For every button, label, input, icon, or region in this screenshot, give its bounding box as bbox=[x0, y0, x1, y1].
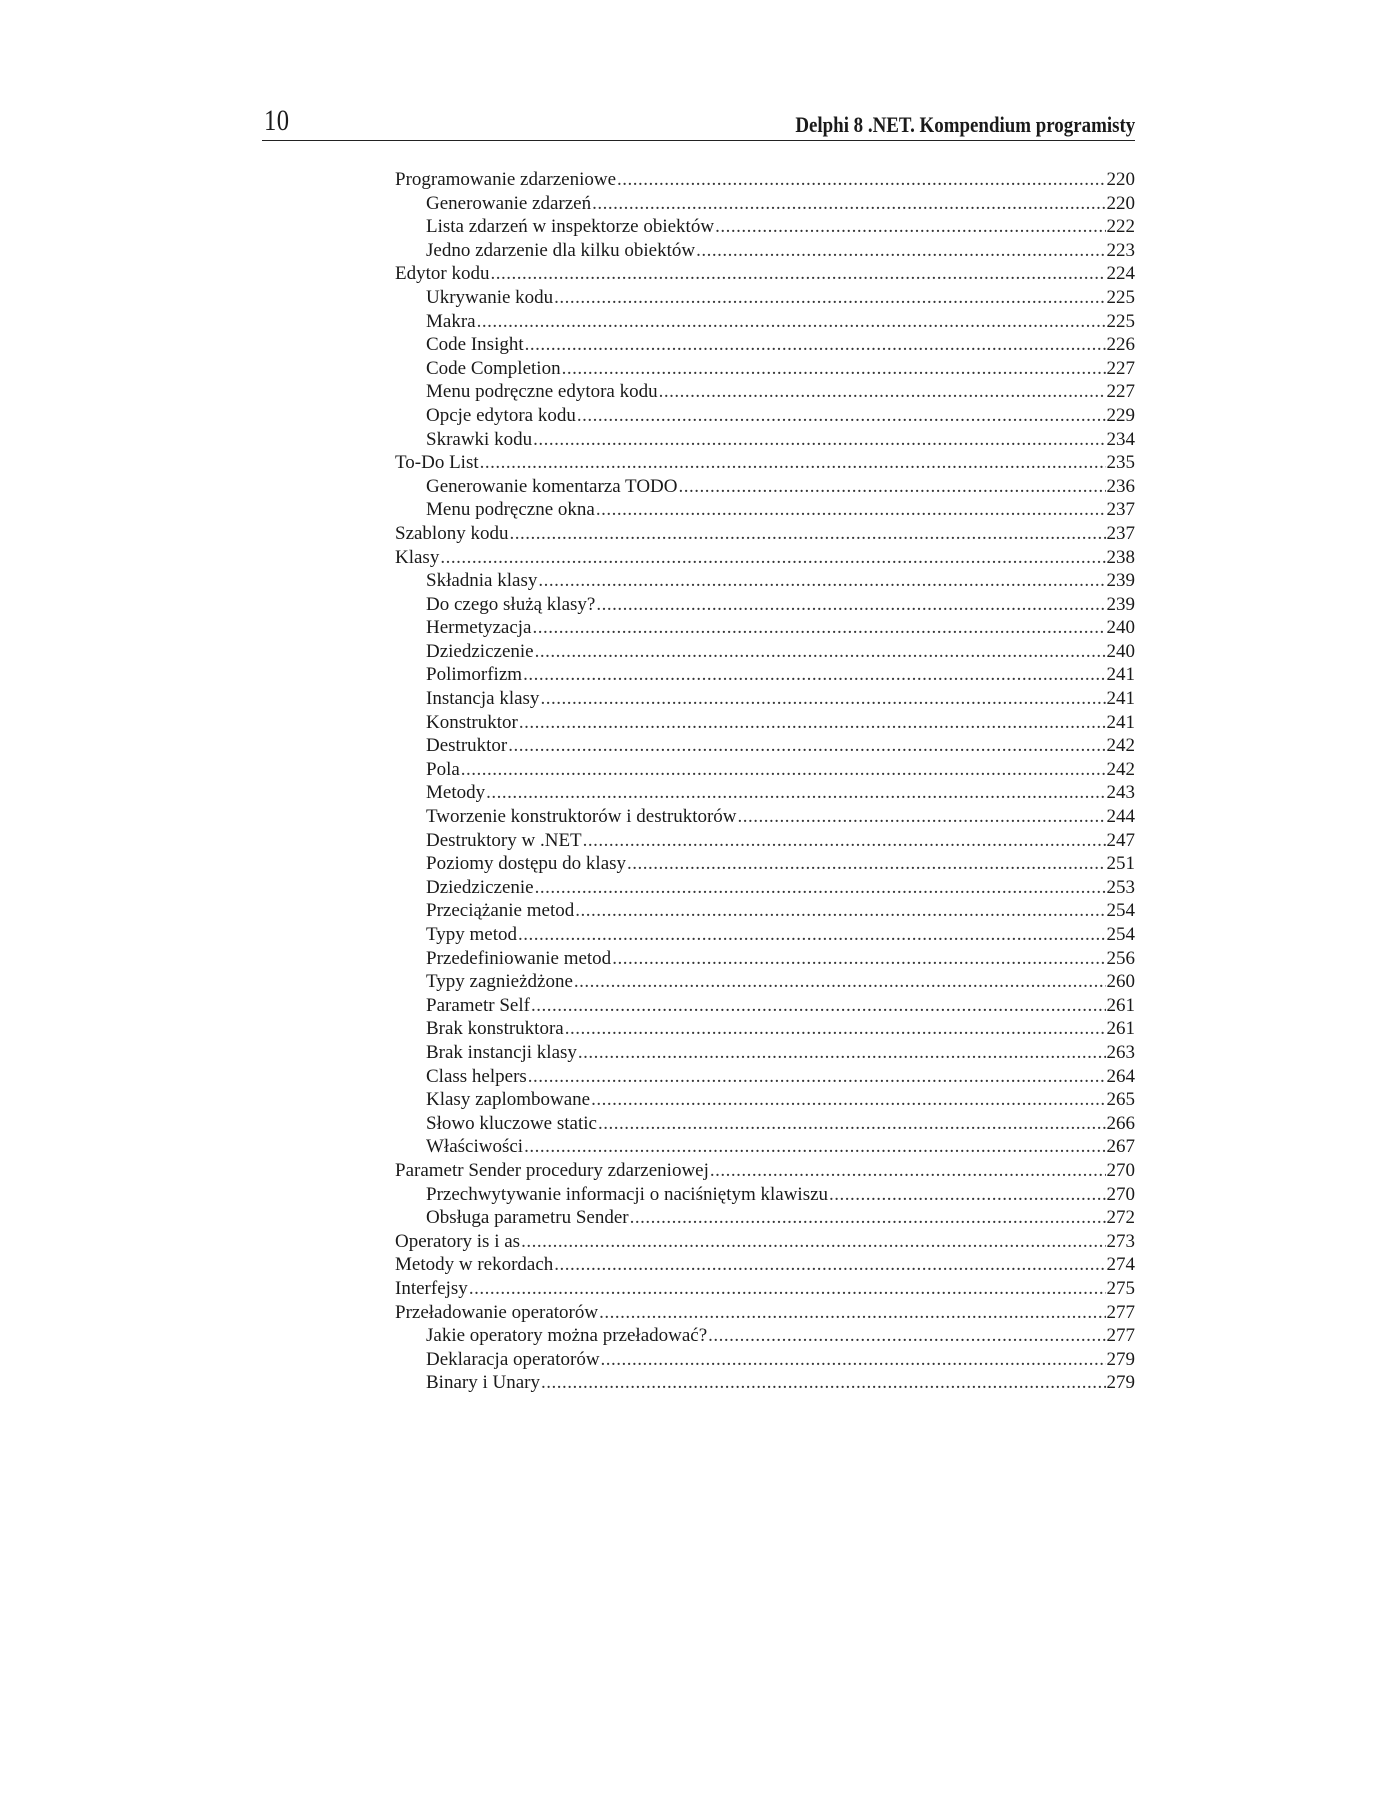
dot-leader bbox=[601, 1348, 1106, 1372]
toc-entry-title: Menu podręczne edytora kodu bbox=[426, 381, 658, 403]
toc-entry-page-number: 270 bbox=[1106, 1159, 1135, 1181]
dot-leader bbox=[532, 616, 1105, 640]
toc-entry-page-number: 237 bbox=[1106, 522, 1135, 544]
toc-entry-title: Skrawki kodu bbox=[426, 428, 533, 450]
toc-entry-title: Do czego służą klasy? bbox=[426, 593, 596, 615]
dot-leader bbox=[490, 262, 1105, 286]
dot-leader bbox=[696, 239, 1105, 263]
toc-entry-title: Szablony kodu bbox=[395, 522, 509, 544]
dot-leader bbox=[627, 852, 1105, 876]
toc-entry-page-number: 273 bbox=[1106, 1230, 1135, 1252]
toc-entry-title: Przechwytywanie informacji o naciśniętym klawiszu bbox=[426, 1183, 829, 1205]
toc-entry-page-number: 242 bbox=[1106, 735, 1135, 757]
toc-section-entry bbox=[395, 451, 1135, 475]
toc-entry-title: Programowanie zdarzeniowe bbox=[395, 169, 617, 190]
dot-leader bbox=[592, 192, 1105, 216]
toc-subsection-entry bbox=[395, 758, 1135, 782]
dot-leader bbox=[591, 1088, 1105, 1112]
dot-leader bbox=[598, 1112, 1106, 1136]
toc-subsection-entry bbox=[395, 805, 1135, 829]
dot-leader bbox=[480, 451, 1106, 475]
toc-subsection-entry bbox=[395, 380, 1135, 404]
toc-subsection-entry bbox=[395, 215, 1135, 239]
toc-entry-title: Pola bbox=[426, 758, 460, 780]
toc-entry-page-number: 243 bbox=[1106, 782, 1135, 804]
toc-entry-title: Generowanie zdarzeń bbox=[426, 192, 592, 214]
toc-entry-title: Słowo kluczowe static bbox=[426, 1112, 597, 1134]
toc-entry-title: Ukrywanie kodu bbox=[426, 286, 554, 308]
toc-subsection-entry bbox=[395, 428, 1135, 452]
toc-entry-page-number: 222 bbox=[1106, 216, 1135, 238]
toc-subsection-entry bbox=[395, 333, 1135, 357]
toc-entry-page-number: 267 bbox=[1106, 1136, 1135, 1158]
toc-entry-title: Jedno zdarzenie dla kilku obiektów bbox=[426, 239, 696, 261]
toc-subsection-entry bbox=[395, 781, 1135, 805]
toc-subsection-entry bbox=[395, 593, 1135, 617]
toc-entry-page-number: 266 bbox=[1106, 1112, 1135, 1134]
toc-entry-title: Menu podręczne okna bbox=[426, 499, 595, 521]
toc-entry-title: Parametr Self bbox=[426, 994, 530, 1016]
dot-leader bbox=[565, 1017, 1106, 1041]
dot-leader bbox=[477, 310, 1106, 334]
dot-leader bbox=[630, 1206, 1106, 1230]
toc-entry-page-number: 256 bbox=[1106, 947, 1135, 969]
toc-entry-title: Instancja klasy bbox=[426, 688, 540, 710]
dot-leader bbox=[518, 923, 1105, 947]
toc-entry-page-number: 224 bbox=[1106, 263, 1135, 285]
dot-leader bbox=[521, 1230, 1105, 1254]
toc-subsection-entry bbox=[395, 852, 1135, 876]
dot-leader bbox=[708, 1324, 1105, 1348]
toc-subsection-entry bbox=[395, 663, 1135, 687]
running-title: Delphi 8 .NET. Kompendium programisty bbox=[795, 112, 1135, 137]
dot-leader bbox=[738, 805, 1106, 829]
toc-subsection-entry bbox=[395, 404, 1135, 428]
toc-entry-page-number: 274 bbox=[1106, 1254, 1135, 1276]
dot-leader bbox=[554, 1253, 1105, 1277]
dot-leader bbox=[523, 663, 1105, 687]
dot-leader bbox=[829, 1183, 1105, 1207]
toc-entry-title: Typy zagnieżdżone bbox=[426, 971, 573, 993]
dot-leader bbox=[596, 593, 1105, 617]
toc-subsection-entry bbox=[395, 1348, 1135, 1372]
toc-entry-page-number: 238 bbox=[1106, 546, 1135, 568]
toc-section-entry bbox=[395, 522, 1135, 546]
toc-entry-title: Class helpers bbox=[426, 1065, 527, 1087]
dot-leader bbox=[596, 498, 1106, 522]
toc-entry-title: Operatory is i as bbox=[395, 1230, 521, 1252]
toc-entry-page-number: 220 bbox=[1106, 169, 1135, 190]
dot-leader bbox=[659, 380, 1106, 404]
toc-entry-title: Parametr Sender procedury zdarzeniowej bbox=[395, 1159, 709, 1181]
dot-leader bbox=[531, 994, 1106, 1018]
toc-section-entry bbox=[395, 1301, 1135, 1325]
toc-entry-title: Brak konstruktora bbox=[426, 1018, 564, 1040]
toc-entry-page-number: 235 bbox=[1106, 452, 1135, 474]
toc-entry-title: Dziedziczenie bbox=[426, 876, 534, 898]
toc-entry-page-number: 264 bbox=[1106, 1065, 1135, 1087]
toc-entry-page-number: 254 bbox=[1106, 924, 1135, 945]
toc-entry-title: Poziomy dostępu do klasy bbox=[426, 853, 627, 875]
toc-subsection-entry bbox=[395, 1324, 1135, 1348]
toc-entry-title: Obsługa parametru Sender bbox=[426, 1207, 629, 1229]
toc-entry-title: Przeładowanie operatorów bbox=[395, 1301, 599, 1323]
toc-subsection-entry bbox=[395, 734, 1135, 758]
toc-entry-page-number: 279 bbox=[1106, 1348, 1135, 1370]
table-of-contents bbox=[395, 168, 1135, 1395]
toc-subsection-entry bbox=[395, 475, 1135, 499]
toc-entry-page-number: 240 bbox=[1106, 640, 1135, 662]
toc-subsection-entry bbox=[395, 239, 1135, 263]
toc-entry-page-number: 253 bbox=[1106, 876, 1135, 898]
dot-leader bbox=[583, 829, 1106, 853]
toc-entry-title: Właściwości bbox=[426, 1136, 524, 1158]
toc-entry-title: Klasy bbox=[395, 546, 440, 568]
dot-leader bbox=[469, 1277, 1106, 1301]
toc-entry-title: Edytor kodu bbox=[395, 263, 490, 285]
dot-leader bbox=[574, 970, 1106, 994]
toc-entry-page-number: 254 bbox=[1106, 900, 1135, 922]
toc-subsection-entry bbox=[395, 1206, 1135, 1230]
toc-entry-page-number: 247 bbox=[1106, 829, 1135, 851]
toc-subsection-entry bbox=[395, 1017, 1135, 1041]
toc-entry-title: Przeciążanie metod bbox=[426, 900, 575, 922]
toc-entry-page-number: 229 bbox=[1106, 404, 1135, 426]
toc-subsection-entry bbox=[395, 1112, 1135, 1136]
toc-entry-title: Interfejsy bbox=[395, 1277, 468, 1299]
toc-subsection-entry bbox=[395, 498, 1135, 522]
dot-leader bbox=[577, 404, 1106, 428]
toc-subsection-entry bbox=[395, 923, 1135, 947]
toc-subsection-entry bbox=[395, 1041, 1135, 1065]
toc-entry-page-number: 225 bbox=[1106, 310, 1135, 332]
dot-leader bbox=[528, 1065, 1106, 1089]
toc-subsection-entry bbox=[395, 616, 1135, 640]
toc-entry-page-number: 227 bbox=[1106, 381, 1135, 403]
dot-leader bbox=[525, 333, 1106, 357]
toc-entry-title: Hermetyzacja bbox=[426, 617, 532, 639]
toc-entry-page-number: 265 bbox=[1106, 1089, 1135, 1111]
toc-subsection-entry bbox=[395, 970, 1135, 994]
page-header bbox=[262, 98, 1135, 141]
toc-entry-page-number: 277 bbox=[1106, 1301, 1135, 1323]
toc-subsection-entry bbox=[395, 1135, 1135, 1159]
toc-entry-title: Code Completion bbox=[426, 357, 561, 379]
toc-entry-page-number: 270 bbox=[1106, 1183, 1135, 1205]
toc-subsection-entry bbox=[395, 286, 1135, 310]
toc-entry-page-number: 239 bbox=[1106, 570, 1135, 592]
toc-entry-page-number: 236 bbox=[1106, 475, 1135, 497]
dot-leader bbox=[599, 1301, 1105, 1325]
toc-entry-page-number: 272 bbox=[1106, 1207, 1135, 1229]
dot-leader bbox=[535, 876, 1106, 900]
toc-section-entry bbox=[395, 168, 1135, 192]
dot-leader bbox=[578, 1041, 1106, 1065]
dot-leader bbox=[617, 168, 1105, 192]
dot-leader bbox=[509, 522, 1105, 546]
dot-leader bbox=[540, 687, 1105, 711]
toc-entry-page-number: 225 bbox=[1106, 286, 1135, 308]
toc-entry-page-number: 239 bbox=[1106, 593, 1135, 615]
toc-subsection-entry bbox=[395, 1088, 1135, 1112]
dot-leader bbox=[562, 357, 1106, 381]
dot-leader bbox=[575, 899, 1105, 923]
dot-leader bbox=[715, 215, 1105, 239]
dot-leader bbox=[710, 1159, 1106, 1183]
toc-subsection-entry bbox=[395, 1371, 1135, 1395]
toc-entry-page-number: 226 bbox=[1106, 334, 1135, 356]
toc-entry-title: Jakie operatory można przeładować? bbox=[426, 1325, 708, 1347]
dot-leader bbox=[538, 569, 1105, 593]
toc-entry-title: Polimorfizm bbox=[426, 664, 523, 686]
toc-entry-page-number: 242 bbox=[1106, 758, 1135, 780]
toc-entry-title: Dziedziczenie bbox=[426, 640, 534, 662]
toc-entry-page-number: 241 bbox=[1106, 688, 1135, 710]
toc-subsection-entry bbox=[395, 1065, 1135, 1089]
toc-entry-title: Opcje edytora kodu bbox=[426, 404, 576, 426]
toc-subsection-entry bbox=[395, 640, 1135, 664]
toc-subsection-entry bbox=[395, 876, 1135, 900]
dot-leader bbox=[524, 1135, 1105, 1159]
dot-leader bbox=[612, 947, 1105, 971]
dot-leader bbox=[519, 711, 1106, 735]
toc-entry-page-number: 241 bbox=[1106, 664, 1135, 686]
toc-section-entry bbox=[395, 262, 1135, 286]
toc-subsection-entry bbox=[395, 1183, 1135, 1207]
toc-section-entry bbox=[395, 546, 1135, 570]
toc-subsection-entry bbox=[395, 947, 1135, 971]
dot-leader bbox=[535, 640, 1106, 664]
toc-subsection-entry bbox=[395, 711, 1135, 735]
toc-entry-title: Lista zdarzeń w inspektorze obiektów bbox=[426, 216, 715, 238]
dot-leader bbox=[554, 286, 1105, 310]
toc-section-entry bbox=[395, 1230, 1135, 1254]
toc-entry-title: To-Do List bbox=[395, 452, 479, 474]
toc-entry-title: Tworzenie konstruktorów i destruktorów bbox=[426, 806, 737, 828]
toc-subsection-entry bbox=[395, 569, 1135, 593]
toc-entry-page-number: 244 bbox=[1106, 806, 1135, 828]
toc-entry-title: Brak instancji klasy bbox=[426, 1041, 577, 1063]
toc-subsection-entry bbox=[395, 310, 1135, 334]
toc-entry-title: Destruktory w .NET bbox=[426, 829, 582, 851]
dot-leader bbox=[678, 475, 1105, 499]
toc-entry-page-number: 227 bbox=[1106, 357, 1135, 379]
toc-entry-page-number: 261 bbox=[1106, 1018, 1135, 1040]
toc-entry-page-number: 279 bbox=[1106, 1372, 1135, 1394]
toc-entry-title: Konstruktor bbox=[426, 711, 518, 733]
toc-entry-title: Przedefiniowanie metod bbox=[426, 947, 612, 969]
toc-entry-page-number: 277 bbox=[1106, 1325, 1135, 1347]
toc-entry-title: Destruktor bbox=[426, 735, 508, 757]
toc-entry-title: Metody bbox=[426, 782, 486, 804]
toc-entry-page-number: 260 bbox=[1106, 971, 1135, 993]
toc-entry-title: Generowanie komentarza TODO bbox=[426, 475, 678, 497]
toc-entry-page-number: 261 bbox=[1106, 994, 1135, 1016]
toc-subsection-entry bbox=[395, 994, 1135, 1018]
toc-entry-title: Klasy zaplombowane bbox=[426, 1089, 591, 1111]
toc-section-entry bbox=[395, 1159, 1135, 1183]
toc-entry-title: Metody w rekordach bbox=[395, 1254, 554, 1276]
toc-entry-title: Makra bbox=[426, 310, 476, 332]
toc-entry-title: Składnia klasy bbox=[426, 570, 538, 592]
toc-section-entry bbox=[395, 1277, 1135, 1301]
toc-entry-page-number: 263 bbox=[1106, 1041, 1135, 1063]
dot-leader bbox=[461, 758, 1106, 782]
toc-entry-page-number: 234 bbox=[1106, 428, 1135, 450]
toc-entry-title: Binary i Unary bbox=[426, 1372, 540, 1394]
dot-leader bbox=[541, 1371, 1106, 1395]
dot-leader bbox=[533, 428, 1105, 452]
toc-subsection-entry bbox=[395, 899, 1135, 923]
toc-entry-page-number: 240 bbox=[1106, 617, 1135, 639]
toc-entry-title: Typy metod bbox=[426, 924, 518, 945]
toc-entry-page-number: 241 bbox=[1106, 711, 1135, 733]
dot-leader bbox=[508, 734, 1105, 758]
toc-entry-title: Code Insight bbox=[426, 334, 524, 356]
toc-entry-page-number: 237 bbox=[1106, 499, 1135, 521]
toc-subsection-entry bbox=[395, 687, 1135, 711]
toc-subsection-entry bbox=[395, 829, 1135, 853]
dot-leader bbox=[440, 546, 1105, 570]
toc-subsection-entry bbox=[395, 357, 1135, 381]
dot-leader bbox=[486, 781, 1105, 805]
toc-entry-page-number: 220 bbox=[1106, 192, 1135, 214]
toc-entry-page-number: 275 bbox=[1106, 1277, 1135, 1299]
toc-section-entry bbox=[395, 1253, 1135, 1277]
toc-entry-page-number: 251 bbox=[1106, 853, 1135, 875]
toc-entry-title: Deklaracja operatorów bbox=[426, 1348, 600, 1370]
toc-entry-page-number: 223 bbox=[1106, 239, 1135, 261]
toc-subsection-entry bbox=[395, 192, 1135, 216]
page-number: 10 bbox=[264, 104, 290, 137]
